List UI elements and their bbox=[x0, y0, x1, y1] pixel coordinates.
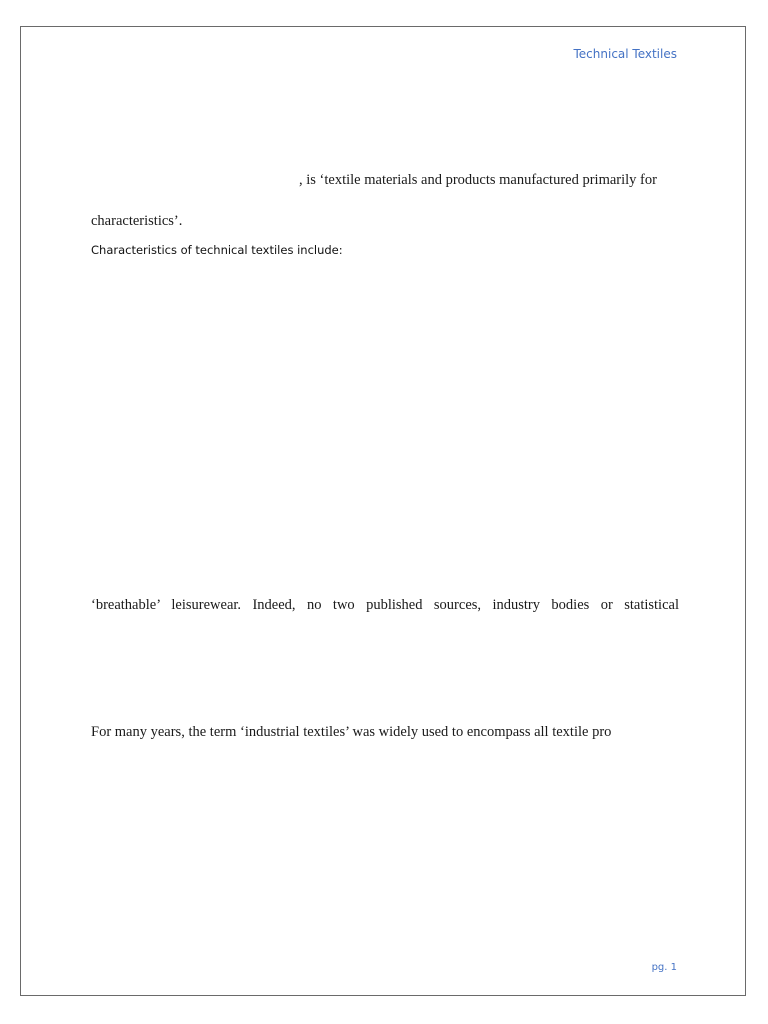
paragraph-line-breathable: ‘breathable’ leisurewear. Indeed, no two published sources, industry bodies or statistical bbox=[91, 597, 679, 613]
characteristics-heading: Characteristics of technical textiles include: bbox=[91, 243, 343, 257]
paragraph-line-definition: , is ‘textile materials and products manufactured primarily for bbox=[299, 172, 657, 188]
paragraph-line-industrial-textiles: For many years, the term ‘industrial textiles’ was widely used to encompass all textile pro bbox=[91, 724, 612, 740]
page-header-title: Technical Textiles bbox=[573, 47, 677, 61]
paragraph-line-characteristics: characteristics’. bbox=[91, 213, 183, 229]
page-number: pg. 1 bbox=[651, 962, 677, 973]
document-page bbox=[20, 26, 746, 996]
